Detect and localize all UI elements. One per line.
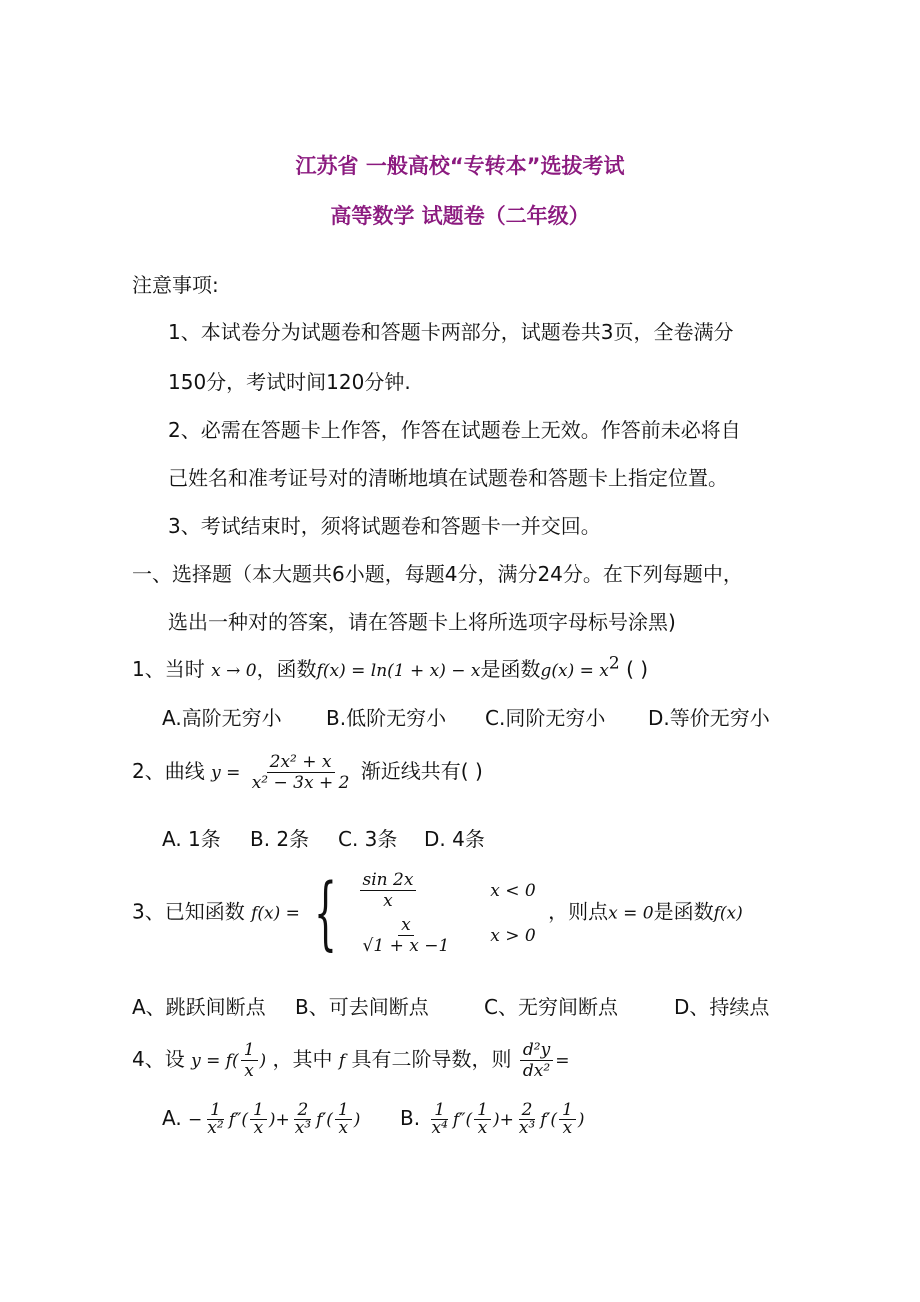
q4-inner-fraction <box>241 1040 258 1081</box>
question-3 <box>132 868 743 958</box>
q1-g-exponent: 2 <box>608 653 620 674</box>
q4-a-minus: − <box>188 1110 203 1130</box>
exam-title: 江苏省 一般高校“专转本”选拔考试 <box>295 154 625 178</box>
q4-dx2: dx² <box>522 1061 551 1081</box>
notice-item-1-line-2: 150分，考试时间120分钟. <box>168 370 411 394</box>
exam-subtitle: 高等数学 试题卷（二年级） <box>330 204 590 228</box>
q4-a-plus: + <box>275 1110 290 1130</box>
q2-prefix: 2、曲线 <box>132 759 205 783</box>
q4-b-t2-num: 2 <box>519 1102 536 1120</box>
q3-suffix2: 是函数 <box>653 899 714 924</box>
section-1-instructions: 选出一种对的答案，请在答题卡上将所选项字母标号涂黑) <box>168 610 676 634</box>
q2-option-b: B. 2条 <box>250 827 310 851</box>
q3-point: x = 0 <box>608 903 654 924</box>
q4-b-t1-den: x⁴ <box>431 1118 448 1138</box>
q4-a-t1-rp: ) <box>268 1110 276 1130</box>
q1-option-c: C.同阶无穷小 <box>485 706 606 730</box>
q4-a-fp: f′( <box>316 1110 333 1130</box>
q1-f: f(x) = ln(1 + x) − x <box>316 661 481 681</box>
q3-case1-numerator: sin 2x <box>360 870 417 891</box>
q2-lhs: y = <box>211 763 241 783</box>
question-2 <box>132 752 483 793</box>
q4-a-fpp: f″( <box>228 1110 248 1130</box>
q1-option-a: A.高阶无穷小 <box>162 706 282 730</box>
q3-brace: { <box>314 866 338 959</box>
q1-prefix: 1、当时 <box>132 657 205 681</box>
q4-equals: = <box>555 1051 570 1071</box>
q3-case2-numerator: x <box>398 915 414 936</box>
q4-b-t1-arg-den: x <box>477 1118 488 1138</box>
q4-option-b <box>400 1102 585 1137</box>
q4-b-fp: f′( <box>540 1110 558 1130</box>
q4-d2y: d²y <box>520 1040 553 1061</box>
q4-option-a-label: A. <box>162 1106 182 1130</box>
section-1-heading: 一、选择题（本大题共6小题，每题4分，满分24分。在下列每题中， <box>132 562 743 586</box>
notice-item-2-line-1: 2、必需在答题卡上作答，作答在试题卷上无效。作答前未必将自 <box>168 418 741 442</box>
q4-b-t2-arg-num: 1 <box>559 1102 576 1120</box>
q4-a-t2-den: x³ <box>294 1118 312 1138</box>
q4-option-a <box>162 1102 360 1137</box>
q4-a-t2-arg-num: 1 <box>335 1102 352 1120</box>
q4-prefix: 4、设 <box>132 1047 185 1071</box>
q4-a-t2-rp: ) <box>353 1110 361 1130</box>
q2-numerator: 2x² + x <box>267 752 335 773</box>
q3-lhs: f(x) = <box>251 903 300 924</box>
q4-a-t2-num: 2 <box>294 1102 311 1120</box>
q3-option-b: B、可去间断点 <box>295 995 429 1019</box>
q4-second-derivative <box>520 1040 553 1081</box>
q4-b-term2-coef <box>516 1102 538 1137</box>
q4-inner-denominator: x <box>244 1061 254 1081</box>
q3-option-c: C、无穷间断点 <box>484 995 618 1019</box>
q4-b-t1-arg-num: 1 <box>474 1102 491 1120</box>
q4-mid2: 具有二阶导数，则 <box>351 1047 512 1071</box>
q4-b-fpp: f″( <box>452 1110 473 1130</box>
q1-answer-paren: ( ) <box>619 657 649 681</box>
q2-option-a: A. 1条 <box>162 827 221 851</box>
question-1 <box>132 653 649 683</box>
q3-case1-condition: x < 0 <box>490 880 536 901</box>
q4-b-t2-arg <box>559 1102 576 1137</box>
q3-cases <box>352 868 542 958</box>
notice-item-3: 3、考试结束时，须将试题卷和答题卡一并交回。 <box>168 514 601 538</box>
q1-g: g(x) = x <box>540 661 609 681</box>
q3-fx: f(x) <box>713 903 743 924</box>
q4-b-t1-rp: ) <box>492 1110 500 1130</box>
q4-mid: ，其中 <box>272 1047 333 1071</box>
q4-b-t1-arg <box>474 1102 491 1137</box>
q2-suffix: 渐近线共有( ) <box>360 759 483 783</box>
q4-rparen: ) <box>259 1051 267 1071</box>
q4-b-plus: + <box>499 1110 514 1130</box>
q4-f: f <box>338 1051 346 1071</box>
q4-a-t2-arg <box>335 1102 352 1137</box>
q4-b-t2-den: x³ <box>518 1118 536 1138</box>
q4-b-t2-rp: ) <box>577 1110 585 1130</box>
q4-lhs: y = f( <box>191 1051 239 1071</box>
question-4 <box>132 1040 569 1081</box>
q4-a-t1-num: 1 <box>207 1102 224 1120</box>
q1-option-b: B.低阶无穷小 <box>326 706 447 730</box>
q4-b-term1-coef <box>428 1102 450 1137</box>
q3-case2-denominator: √1 + x −1 <box>362 936 450 956</box>
q2-fraction <box>249 752 353 793</box>
q1-mid: ，函数 <box>256 657 317 681</box>
q4-a-t1-arg-num: 1 <box>250 1102 267 1120</box>
q4-option-b-label: B. <box>400 1106 421 1130</box>
q4-a-t1-den: x² <box>207 1118 224 1138</box>
q1-condition: x → 0 <box>211 661 257 681</box>
q2-denominator: x² − 3x + 2 <box>251 773 350 793</box>
q2-option-c: C. 3条 <box>338 827 398 851</box>
q1-option-d: D.等价无穷小 <box>648 706 770 730</box>
q3-option-a: A、跳跃间断点 <box>132 995 266 1019</box>
q2-option-d: D. 4条 <box>424 827 485 851</box>
q4-b-t2-arg-den: x <box>562 1118 573 1138</box>
q1-mid2: 是函数 <box>480 657 541 681</box>
q4-inner-numerator: 1 <box>241 1040 258 1061</box>
q4-a-t1-arg <box>250 1102 267 1137</box>
notice-item-1-line-1: 1、本试卷分为试题卷和答题卡两部分，试题卷共3页，全卷满分 <box>168 320 734 344</box>
notice-heading: 注意事项: <box>132 273 219 297</box>
q3-option-d: D、持续点 <box>674 995 770 1019</box>
notice-item-2-line-2: 己姓名和准考证号对的清晰地填在试题卷和答题卡上指定位置。 <box>168 466 728 490</box>
q4-a-term2-coef <box>292 1102 314 1137</box>
q3-case1-denominator: x <box>383 891 393 911</box>
q3-case2-condition: x > 0 <box>490 925 536 946</box>
q4-b-t1-num: 1 <box>431 1102 448 1120</box>
q4-a-term1-coef <box>204 1102 226 1137</box>
q4-a-t1-arg-den: x <box>253 1118 264 1138</box>
q3-prefix: 3、已知函数 <box>132 899 245 924</box>
q3-suffix1: ，则点 <box>548 899 609 924</box>
q4-a-t2-arg-den: x <box>338 1118 349 1138</box>
